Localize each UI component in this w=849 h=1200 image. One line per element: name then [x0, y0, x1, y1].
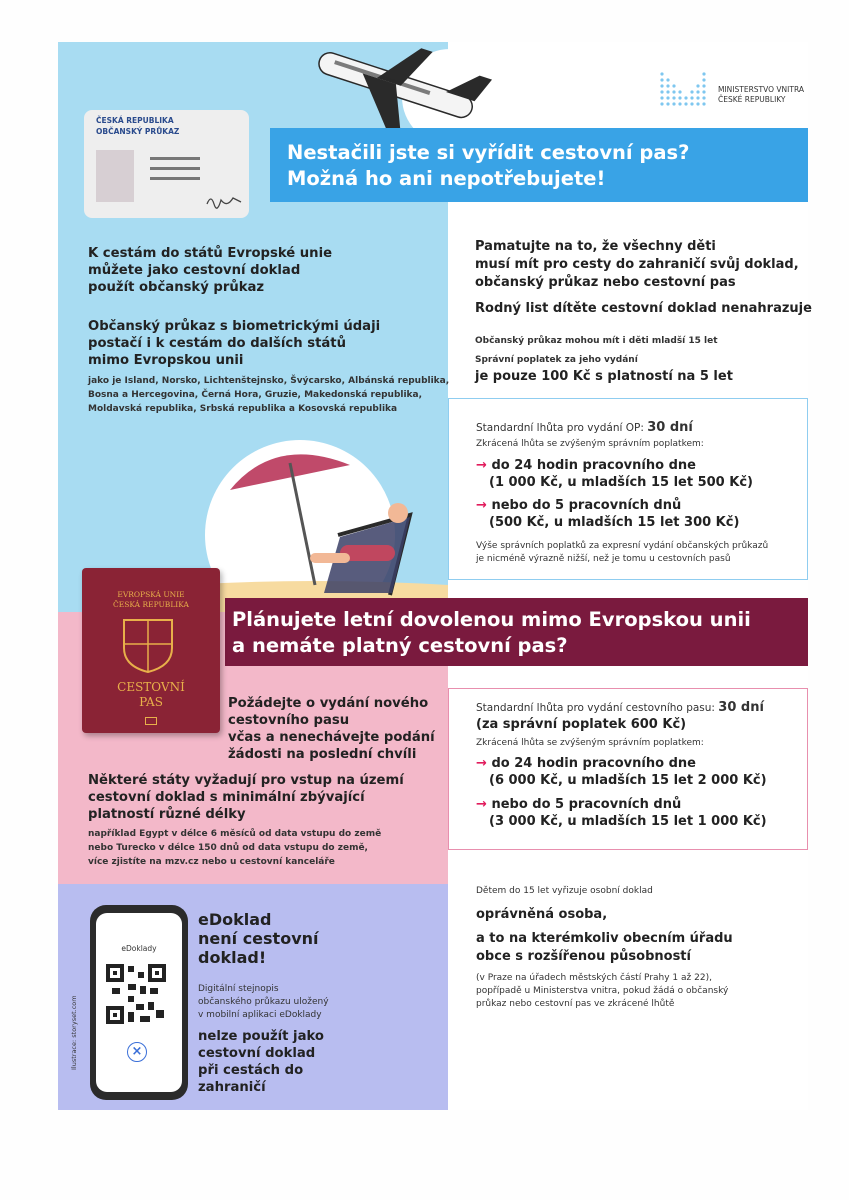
countries-line2: Bosna a Hercegovina, Černá Hora, Gruzie, Makedonská republika, — [88, 390, 423, 400]
edoklad-heading-line1: eDoklad — [198, 910, 272, 929]
op-option2-text: nebo do 5 pracovních dnů — [491, 498, 682, 513]
op-option2-line1 — [476, 497, 681, 515]
edoklad-heading-line2: není cestovní — [198, 929, 319, 948]
eu-heading-line3: použít občanský průkaz — [88, 280, 265, 295]
signature-icon — [205, 192, 243, 210]
arrow-right-icon: → — [476, 458, 487, 473]
passport-chip-icon — [145, 717, 157, 725]
airplane-illustration-icon — [300, 42, 500, 142]
arrow-right-icon: → — [476, 498, 487, 513]
states-line3: platností různé délky — [88, 807, 246, 822]
passport-union: EVROPSKÁ UNIE — [117, 590, 185, 599]
ministry-name-line1: MINISTERSTVO VNITRA — [718, 85, 804, 94]
top-banner-line2: Možná ho ani nepotřebujete! — [287, 167, 606, 190]
authorized-person: oprávněná osoba, — [476, 907, 608, 922]
ministry-logo-icon — [659, 70, 711, 106]
office-note-line3: průkaz nebo cestovní pas ve zkrácené lhůtě — [476, 999, 675, 1009]
edoklad-heading-line3: doklad! — [198, 948, 267, 967]
passport-country: ČESKÁ REPUBLIKA — [113, 600, 189, 609]
op-standard-deadline — [476, 420, 693, 436]
edoklad-desc-line1: Digitální stejnopis — [198, 984, 279, 994]
op-note-line1: Výše správních poplatků za expresní vydání občanských průkazů — [476, 541, 769, 551]
id-card-photo — [96, 150, 134, 202]
pas-option1-line2: (6 000 Kč, u mladších 15 let 2 000 Kč) — [489, 773, 767, 788]
pas-standard-label: Standardní lhůta pro vydání cestovního pasu: — [476, 702, 719, 714]
ministry-name-line2: ČESKÉ REPUBLIKY — [718, 95, 786, 104]
op-standard-value: 30 dní — [647, 420, 693, 435]
passport-title2: PAS — [139, 695, 163, 709]
op-standard-label: Standardní lhůta pro vydání OP: — [476, 422, 648, 434]
arrow-right-icon: → — [476, 756, 487, 771]
office-note-line2: popřípadě u Ministerstva vnitra, pokud žádá o občanský — [476, 986, 729, 996]
pas-short-label: Zkrácená lhůta se zvýšeným správním poplatkem: — [476, 738, 704, 748]
fee-value: je pouze 100 Kč s platností na 5 let — [475, 369, 733, 384]
coat-of-arms-icon — [120, 616, 176, 674]
edoklad-warning-line4: zahraničí — [198, 1080, 266, 1095]
states-line2: cestovní doklad s minimální zbývající — [88, 790, 365, 805]
op-option1-text: do 24 hodin pracovního dne — [491, 458, 696, 473]
biometric-heading-line3: mimo Evropskou unii — [88, 353, 244, 368]
qr-code-icon — [104, 962, 168, 1026]
op-option2-line2: (500 Kč, u mladších 15 let 300 Kč) — [489, 515, 740, 530]
pas-option1-line1 — [476, 755, 696, 773]
id-card-line — [150, 167, 200, 170]
request-line2: cestovního pasu — [228, 713, 350, 728]
id-card-line — [150, 157, 200, 160]
countries-line1: jako je Island, Norsko, Lichtenštejnsko, Švýcarsko, Albánská republika, — [88, 376, 450, 386]
edoklad-warning-line2: cestovní doklad — [198, 1046, 316, 1061]
phone-app-name: eDoklady — [121, 944, 157, 953]
middle-banner-line1: Plánujete letní dovolenou mimo Evropskou unii — [232, 608, 751, 631]
kids-line3: občanský průkaz nebo cestovní pas — [475, 275, 736, 290]
office-line2: obce s rozšířenou působností — [476, 949, 691, 964]
fee-label: Správní poplatek za jeho vydání — [475, 355, 638, 365]
kids-line1: Pamatujte na to, že všechny děti — [475, 239, 716, 254]
edoklad-desc-line2: občanského průkazu uložený — [198, 997, 329, 1007]
pas-option2-line1 — [476, 796, 681, 814]
office-note-line1: (v Praze na úřadech městských částí Prahy 1 až 22), — [476, 973, 712, 983]
top-banner-line1: Nestačili jste si vyřídit cestovní pas? — [287, 141, 690, 164]
pas-standard-fee: (za správní poplatek 600 Kč) — [476, 717, 687, 732]
biometric-heading-line1: Občanský průkaz s biometrickými údaji — [88, 319, 381, 334]
edoklad-warning-line1: nelze použít jako — [198, 1029, 324, 1044]
pas-option2-line2: (3 000 Kč, u mladších 15 let 1 000 Kč) — [489, 814, 767, 829]
kids-line2: musí mít pro cesty do zahraničí svůj doklad, — [475, 257, 799, 272]
eu-heading-line2: můžete jako cestovní doklad — [88, 263, 301, 278]
op-note-line2: je nicméně výrazně nižší, než je tomu u cestovních pasů — [476, 554, 731, 564]
middle-banner-line2: a nemáte platný cestovní pas? — [232, 634, 568, 657]
op-option1-line1 — [476, 457, 696, 475]
edoklad-desc-line3: v mobilní aplikaci eDoklady — [198, 1010, 322, 1020]
example-line3: více zjistíte na mzv.cz nebo u cestovní kanceláře — [88, 857, 335, 867]
arrow-right-icon: → — [476, 797, 487, 812]
countries-line3: Moldavská republika, Srbská republika a Kosovská republika — [88, 404, 398, 414]
edoklad-warning-line3: při cestách do — [198, 1063, 304, 1078]
request-line4: žádosti na poslední chvíli — [228, 747, 417, 762]
states-line1: Některé státy vyžadují pro vstup na území — [88, 773, 404, 788]
op-short-label: Zkrácená lhůta se zvýšeným správním poplatkem: — [476, 439, 704, 449]
eu-heading-line1: K cestám do států Evropské unie — [88, 246, 333, 261]
office-line1: a to na kterémkoliv obecním úřadu — [476, 931, 733, 946]
example-line2: nebo Turecko v délce 150 dnů od data vstupu do země, — [88, 843, 368, 853]
children-intro: Dětem do 15 let vyřizuje osobní doklad — [476, 886, 653, 896]
pas-standard-deadline — [476, 700, 764, 716]
pas-option2-text: nebo do 5 pracovních dnů — [491, 797, 682, 812]
pas-option1-text: do 24 hodin pracovního dne — [491, 756, 696, 771]
pas-standard-value: 30 dní — [718, 700, 764, 715]
under15-note: Občanský průkaz mohou mít i děti mladší 15 let — [475, 336, 718, 346]
id-card-line — [150, 177, 200, 180]
close-icon: × — [127, 1042, 147, 1062]
passport-title1: CESTOVNÍ — [117, 680, 185, 694]
op-option1-line2: (1 000 Kč, u mladších 15 let 500 Kč) — [489, 475, 753, 490]
request-line1: Požádejte o vydání nového — [228, 696, 429, 711]
request-line3: včas a nenechávejte podání — [228, 730, 435, 745]
id-card-title: OBČANSKÝ PRŮKAZ — [96, 127, 180, 136]
example-line1: například Egypt v délce 6 měsíců od data vstupu do země — [88, 829, 382, 839]
id-card-country: ČESKÁ REPUBLIKA — [96, 116, 174, 125]
birth-certificate-note: Rodný list dítěte cestovní doklad nenahrazuje — [475, 301, 812, 316]
illustration-credit: Ilustrace: storyset.com — [70, 995, 78, 1070]
biometric-heading-line2: postačí i k cestám do dalších států — [88, 336, 346, 351]
